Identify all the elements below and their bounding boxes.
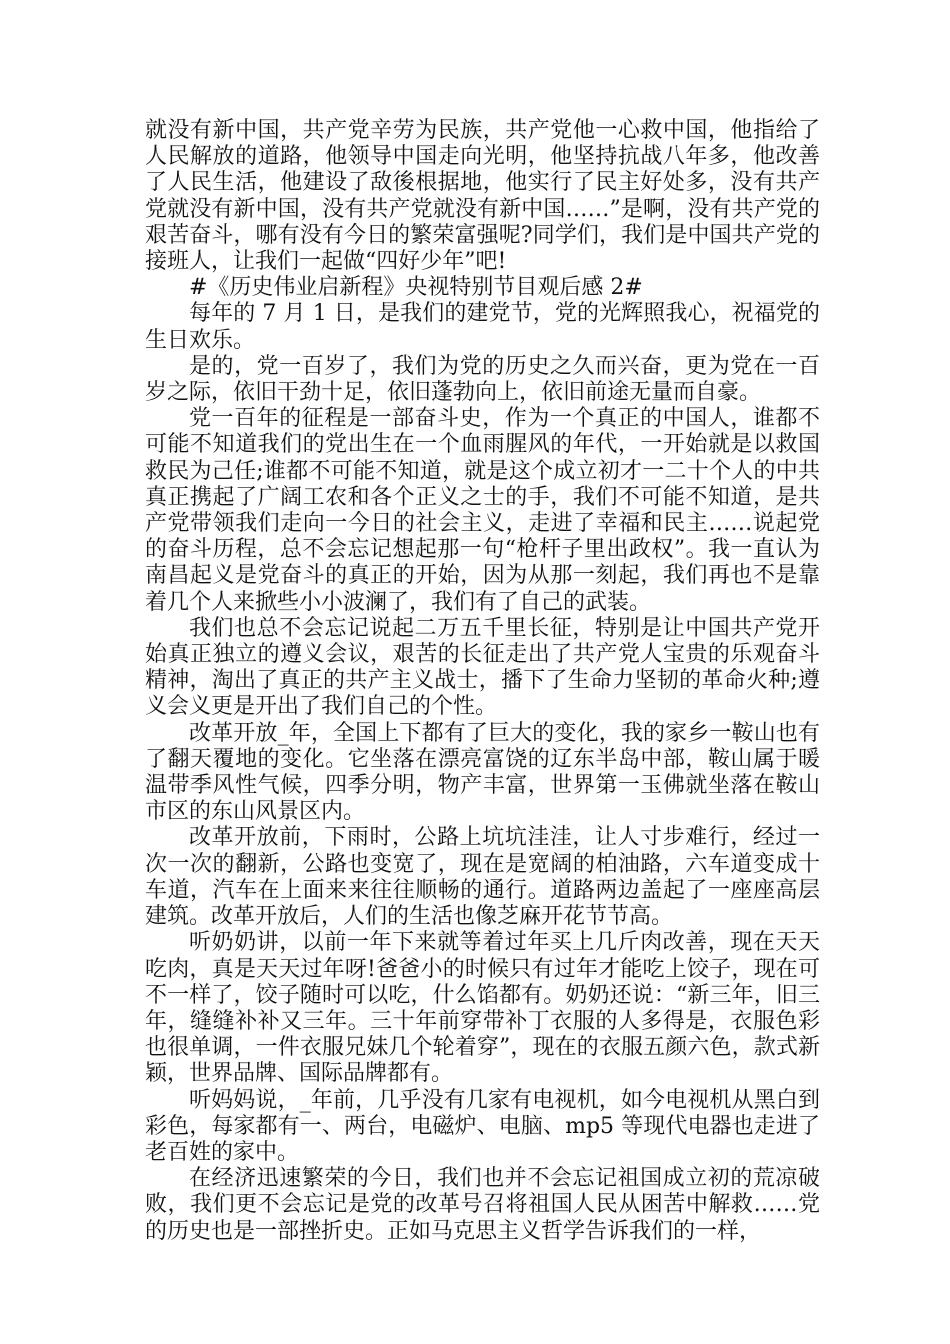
- paragraph-8: 听奶奶讲，以前一年下来就等着过年买上几斤肉改善，现在天天吃肉，真是天天过年呀!爸爸小的时候只有过年才能吃上饺子，现在可不一样了，饺子随时可以吃，什么馅都有。奶奶还说：“新三年，旧三年，缝缝补补又三年。三十年前穿带补丁衣服的人多得是，衣服色彩也很单调，一件衣服兄妹几个轮着穿”，现在的衣服五颜六色，款式新颖，世界品牌、国际品牌都有。: [145, 930, 820, 1087]
- paragraph-5: 我们也总不会忘记说起二万五千里长征，特别是让中国共产党开始真正独立的遵义会议，艰苦的长征走出了共产党人宝贵的乐观奋斗精神，淘出了真正的共产主义战士，播下了生命力坚韧的革命火种;遵义会义更是开出了我们自己的个性。: [145, 615, 820, 720]
- paragraph-10: 在经济迅速繁荣的今日，我们也并不会忘记祖国成立初的荒凉破败，我们更不会忘记是党的改革号召将祖国人民从困苦中解救……党的历史也是一部挫折史。正如马克思主义哲学告诉我们的一样，: [145, 1166, 820, 1244]
- document-body: [145, 118, 820, 1245]
- paragraph-7: 改革开放前，下雨时，公路上坑坑洼洼，让人寸步难行，经过一次一次的翻新，公路也变宽了，现在是宽阔的柏油路，六车道变成十车道，汽车在上面来来往往顺畅的通行。道路两边盖起了一座座高层建筑。改革开放后，人们的生活也像芝麻开花节节高。: [145, 825, 820, 930]
- paragraph-1: 就没有新中国，共产党辛劳为民族，共产党他一心救中国，他指给了人民解放的道路，他领导中国走向光明，他坚持抗战八年多，他改善了人民生活，他建设了敌後根据地，他实行了民主好处多，没有共产党就没有新中国，没有共产党就没有新中国……”是啊，没有共产党的艰苦奋斗，哪有没有今日的繁荣富强呢?同学们，我们是中国共产党的接班人，让我们一起做“四好少年”吧!: [145, 118, 820, 275]
- paragraph-6: 改革开放_年，全国上下都有了巨大的变化，我的家乡一鞍山也有了翻天覆地的变化。它坐落在漂亮富饶的辽东半岛中部，鞍山属于暖温带季风性气候，四季分明，物产丰富，世界第一玉佛就坐落在鞍山市区的东山风景区内。: [145, 720, 820, 825]
- paragraph-9: 听妈妈说，_年前，几乎没有几家有电视机，如今电视机从黑白到彩色，每家都有一、两台，电磁炉、电脑、mp5 等现代电器也走进了老百姓的家中。: [145, 1087, 820, 1165]
- paragraph-3: 是的，党一百岁了，我们为党的历史之久而兴奋，更为党在一百岁之际，依旧干劲十足，依旧蓬勃向上，依旧前途无量而自豪。: [145, 353, 820, 406]
- section-title: #《历史伟业启新程》央视特别节目观后感 2#: [189, 275, 643, 301]
- paragraph-4: 党一百年的征程是一部奋斗史，作为一个真正的中国人，谁都不可能不知道我们的党出生在一个血雨腥风的年代，一开始就是以救国救民为己任;谁都不可能不知道，就是这个成立初才一二十个人的中共真正携起了广阔工农和各个正义之士的手，我们不可能不知道，是共产党带领我们走向一今日的社会主义，走进了幸福和民主……说起党的奋斗历程，总不会忘记想起那一句“枪杆子里出政权”。我一直认为南昌起义是党奋斗的真正的开始，因为从那一刻起，我们再也不是靠着几个人来掀些小小波澜了，我们有了自己的武装。: [145, 406, 820, 615]
- paragraph-2: 每年的 7 月 1 日，是我们的建党节，党的光辉照我心，祝福党的生日欢乐。: [145, 301, 820, 353]
